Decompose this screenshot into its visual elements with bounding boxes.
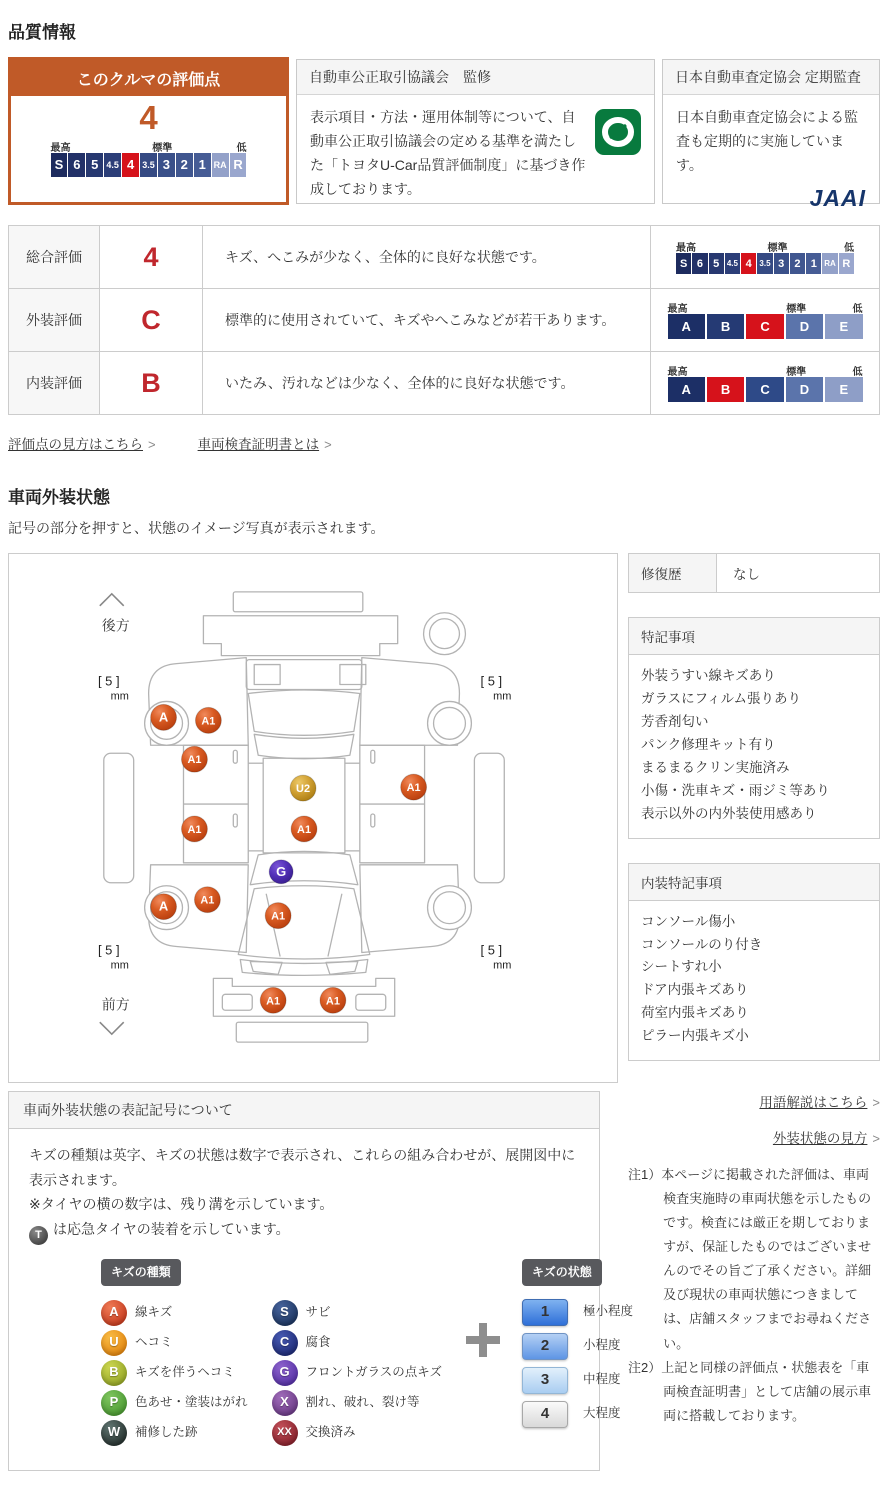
svg-text:A1: A1 — [187, 754, 202, 767]
scale-cell-2: 2 — [176, 153, 193, 177]
exterior-section-subtitle: 記号の部分を押すと、状態のイメージ写真が表示されます。 — [8, 520, 385, 536]
damage-state-button-icon: 1 — [522, 1299, 568, 1326]
damage-type-P — [101, 1390, 248, 1416]
list-item: パンク修理キット有り — [641, 736, 776, 752]
types-badge: キズの種類 — [101, 1259, 181, 1286]
scale-cell-R: R — [230, 153, 247, 177]
scale-cell-4: 4 — [741, 253, 756, 274]
list-item: 小傷・洗車キズ・雨ジミ等あり — [641, 782, 830, 798]
damage-type-ball-icon: U — [101, 1330, 127, 1356]
damage-states-list — [522, 1299, 633, 1428]
interior-notes-list — [629, 901, 879, 1061]
special-notes-header: 特記事項 — [629, 618, 879, 655]
row-grade: C — [100, 289, 203, 352]
chevron-right-icon: > — [324, 437, 332, 452]
damage-state-button-icon: 3 — [522, 1367, 568, 1394]
legend-desc-1: キズの種類は英字、キズの状態は数字で表示され、これらの組み合わせが、展開図中に表示されます。 — [29, 1147, 576, 1188]
table-row-interior — [9, 352, 880, 415]
scale-cell-6: 6 — [68, 153, 85, 177]
scale-cell-D: D — [786, 377, 823, 402]
scale-cell-4: 4 — [122, 153, 139, 177]
damage-type-label: サビ — [305, 1304, 331, 1319]
fair-trade-box-body — [297, 95, 654, 211]
fair-trade-box-header: 自動車公正取引協議会 監修 — [297, 60, 654, 95]
scale-cell-RA: RA — [212, 153, 229, 177]
list-item: 表示以外の内外装使用感あり — [641, 805, 817, 821]
svg-text:mm: mm — [110, 959, 129, 972]
damage-state-2 — [522, 1333, 633, 1360]
damage-type-label: 線キズ — [135, 1304, 173, 1319]
svg-text:mm: mm — [493, 690, 512, 703]
left-column — [8, 553, 634, 1471]
right-links — [628, 1091, 880, 1147]
list-item: コンソールのり付き — [641, 936, 763, 952]
damage-state-label: 中程度 — [583, 1372, 621, 1387]
scale-cell-A: A — [668, 314, 705, 339]
scale-label-standard: 標準 — [767, 243, 788, 254]
row-grade: 4 — [100, 226, 203, 289]
scale-cell-RA: RA — [822, 253, 837, 274]
interior-notes-box — [628, 863, 880, 1062]
list-item: ガラスにフィルム張りあり — [641, 690, 801, 706]
damage-type-ball-icon: B — [101, 1360, 127, 1386]
main-columns — [8, 553, 880, 1471]
jaai-logo: JAAI — [809, 185, 866, 212]
spare-tire-icon: T — [29, 1226, 48, 1245]
damage-type-label: フロントガラスの点キズ — [305, 1364, 443, 1379]
audit-box-body — [663, 95, 879, 229]
link-label: 外装状態の見方 — [772, 1131, 868, 1147]
scale-label-best: 最高 — [676, 243, 696, 254]
damage-type-ball-icon: XX — [272, 1420, 298, 1446]
row-description: 標準的に使用されていて、キズやへこみなどが若干あります。 — [203, 289, 651, 352]
rear-direction-chevron-icon — [100, 594, 124, 606]
table-row-exterior — [9, 289, 880, 352]
svg-text:A1: A1 — [297, 823, 312, 836]
damage-marker-a1-10[interactable] — [265, 903, 291, 929]
damage-state-3 — [522, 1367, 633, 1394]
scale-cell-C: C — [746, 377, 783, 402]
glossary-link[interactable] — [759, 1095, 880, 1110]
list-item: 外装うすい線キズあり — [641, 668, 776, 683]
list-item: 芳香剤匂い — [641, 713, 709, 729]
tire-depth-rear-left — [98, 674, 129, 703]
damage-type-G — [272, 1360, 443, 1386]
scale-cell-1: 1 — [806, 253, 821, 274]
svg-text:[ 5 ]: [ 5 ] — [97, 942, 120, 958]
damage-type-S — [272, 1300, 443, 1326]
fair-trade-box — [296, 59, 655, 204]
scale-cell-E: E — [825, 377, 862, 402]
fair-trade-text: 表示項目・方法・運用体制等について、自動車公正取引協議会の定める基準を満たした「トヨタU-Car品質評価制度」に基づき作成しております。 — [310, 109, 586, 198]
audit-text: 日本自動車査定協会による監査も定期的に実施しています。 — [676, 109, 858, 174]
scale-label-best: 最高 — [667, 367, 688, 378]
scale-cell-A: A — [668, 377, 705, 402]
scale-cell-R: R — [839, 253, 854, 274]
table-row-overall — [9, 226, 880, 289]
scale-label-low: 低 — [852, 304, 863, 315]
svg-text:G: G — [276, 863, 287, 879]
damage-type-XX — [272, 1420, 443, 1446]
scale-label-standard: 標準 — [786, 367, 807, 378]
scale-cell-5: 5 — [86, 153, 103, 177]
scale-label-best: 最高 — [667, 304, 688, 315]
fair-trade-logo-icon — [595, 109, 641, 162]
svg-text:A: A — [158, 709, 169, 725]
damage-type-ball-icon: W — [101, 1420, 127, 1446]
svg-text:U2: U2 — [296, 783, 311, 796]
damage-state-4 — [522, 1401, 633, 1428]
score-box — [8, 57, 289, 205]
repair-history-value: なし — [733, 567, 760, 582]
damage-types-list — [101, 1298, 442, 1448]
damage-state-label: 極小程度 — [583, 1304, 634, 1319]
legend-desc-2: ※タイヤの横の数字は、残り溝を示しています。 — [29, 1196, 334, 1212]
damage-type-X — [272, 1390, 443, 1416]
scale-cell-S: S — [51, 153, 68, 177]
damage-marker-a1-12[interactable] — [320, 987, 346, 1013]
list-item: まるまるクリン実施済み — [641, 759, 790, 775]
svg-text:[ 5 ]: [ 5 ] — [480, 673, 503, 689]
scale-label-low: 低 — [236, 142, 247, 154]
scale-cell-4.5: 4.5 — [104, 153, 121, 177]
damage-marker-a-9[interactable] — [151, 894, 177, 920]
scale-cell-3: 3 — [158, 153, 175, 177]
damage-type-C — [272, 1330, 443, 1356]
scale-cell-D: D — [786, 314, 823, 339]
plus-icon — [466, 1323, 500, 1357]
svg-text:A1: A1 — [187, 823, 202, 836]
scale-cell-C: C — [746, 314, 783, 339]
audit-box — [662, 59, 880, 212]
damage-state-button-icon: 2 — [522, 1333, 568, 1360]
damage-marker-a1-1[interactable] — [195, 707, 221, 733]
damage-type-B — [101, 1360, 248, 1386]
damage-marker-a1-4[interactable] — [401, 774, 427, 800]
special-notes-box — [628, 617, 880, 839]
damage-type-ball-icon: C — [272, 1330, 298, 1356]
svg-text:A1: A1 — [266, 995, 281, 1008]
scale-label-best: 最高 — [50, 142, 71, 154]
damage-state-1 — [522, 1299, 633, 1326]
row-label: 内装評価 — [9, 352, 100, 415]
top-row — [8, 57, 880, 212]
damage-type-U — [101, 1330, 248, 1356]
list-item: ピラー内張キズ小 — [641, 1028, 749, 1044]
damage-state-label: 小程度 — [583, 1338, 621, 1353]
scale-cell-4.5: 4.5 — [725, 253, 740, 274]
rating-guide-link[interactable] — [8, 433, 156, 453]
chevron-right-icon: > — [148, 437, 156, 452]
svg-text:A: A — [158, 898, 169, 914]
row-description: キズ、へこみが少なく、全体的に良好な状態です。 — [203, 226, 651, 289]
score-value: 4 — [139, 99, 158, 136]
score-scale-cells — [51, 153, 247, 177]
overall-scale — [676, 238, 854, 274]
svg-text:mm: mm — [110, 690, 129, 703]
damage-type-label: ヘコミ — [135, 1334, 173, 1349]
right-column — [628, 553, 880, 1428]
damage-type-label: 腐食 — [305, 1334, 331, 1349]
svg-text:A1: A1 — [201, 715, 216, 728]
chevron-right-icon: > — [872, 1131, 880, 1147]
audit-box-header: 日本自動車査定協会 定期監査 — [663, 60, 879, 95]
list-item: コンソール傷小 — [641, 913, 736, 929]
damage-type-ball-icon: X — [272, 1390, 298, 1416]
front-direction-chevron-icon — [100, 1022, 124, 1034]
tire-depth-front-right — [481, 942, 512, 971]
row-label: 総合評価 — [9, 226, 100, 289]
row-grade: B — [100, 352, 203, 415]
interior-notes-header: 内装特記事項 — [629, 864, 879, 901]
damage-state-label: 大程度 — [583, 1406, 621, 1421]
svg-text:[ 5 ]: [ 5 ] — [97, 673, 120, 689]
repair-history-label: 修復歴 — [629, 554, 717, 592]
scale-cell-3.5: 3.5 — [140, 153, 157, 177]
damage-type-A — [101, 1300, 248, 1326]
car-diagram-box — [8, 553, 618, 1083]
scale-cell-3: 3 — [774, 253, 789, 274]
damage-marker-a1-5[interactable] — [181, 816, 207, 842]
damage-type-ball-icon: G — [272, 1360, 298, 1386]
exterior-section-title: 車両外装状態 — [8, 488, 110, 507]
link-label: 車両検査証明書とは — [197, 437, 320, 452]
damage-state-button-icon: 4 — [522, 1401, 568, 1428]
exterior-guide-link[interactable] — [773, 1131, 880, 1146]
scale-cell-2: 2 — [790, 253, 805, 274]
page-title: 品質情報 — [8, 23, 76, 42]
links-row — [8, 433, 880, 453]
tire-depth-front-left — [98, 942, 129, 971]
link-label: 評価点の見方はこちら — [8, 437, 143, 452]
chevron-right-icon: > — [872, 1095, 880, 1111]
legend-content — [29, 1259, 634, 1448]
car-unfolded-diagram — [9, 554, 617, 1082]
damage-marker-a-0[interactable] — [151, 704, 177, 730]
damage-type-label: 割れ、破れ、裂け等 — [305, 1394, 420, 1409]
row-description: いたみ、汚れなどは少なく、全体的に良好な状態です。 — [203, 352, 651, 415]
legend-body — [9, 1129, 634, 1470]
legend-box — [8, 1091, 634, 1471]
rear-direction-label: 後方 — [101, 617, 130, 634]
svg-text:mm: mm — [493, 959, 512, 972]
damage-marker-a1-2[interactable] — [181, 746, 207, 772]
list-item: ドア内張キズあり — [641, 982, 749, 998]
damage-types-group — [101, 1259, 442, 1448]
damage-type-label: 色あせ・塗装はがれ — [135, 1394, 248, 1409]
svg-text:A1: A1 — [406, 782, 421, 795]
list-item: シートすれ小 — [641, 959, 722, 975]
damage-marker-layer — [151, 704, 427, 1013]
legend-header: 車両外装状態の表記記号について — [9, 1092, 599, 1129]
damage-states-group — [522, 1259, 633, 1448]
damage-type-label: 補修した跡 — [135, 1424, 198, 1439]
footnote-2: 注2）上記と同様の評価点・状態表を「車両検査証明書」として店舗の展示車両に搭載しております。 — [628, 1359, 872, 1423]
damage-type-ball-icon: P — [101, 1390, 127, 1416]
list-item: 荷室内張キズあり — [641, 1005, 749, 1021]
score-box-header: このクルマの評価点 — [11, 60, 286, 96]
evaluation-table — [8, 225, 880, 415]
front-direction-label: 前方 — [101, 996, 130, 1013]
scale-label-low: 低 — [844, 243, 854, 254]
legend-desc-3: T は応急タイヤの装着を示しています。 — [29, 1217, 579, 1245]
damage-marker-a1-8[interactable] — [194, 887, 220, 913]
tire-depth-rear-right — [481, 674, 512, 703]
damage-marker-g-7[interactable] — [269, 860, 293, 884]
scale-label-standard: 標準 — [786, 304, 807, 315]
scale-cell-6: 6 — [692, 253, 707, 274]
scale-cell-B: B — [707, 377, 744, 402]
scale-cell-E: E — [825, 314, 862, 339]
score-scale — [51, 138, 247, 177]
certificate-link[interactable] — [198, 433, 332, 453]
footnote-1: 注1）本ページに掲載された評価は、車両検査実施時の車両状態を示したものです。検査には厳正を期しておりますが、保証したものではございませんのでその旨ご了承ください。詳細及び現状の車両状態につきましては、店舗スタッフまでお尋ねください。 — [628, 1167, 872, 1351]
svg-text:A1: A1 — [200, 894, 215, 907]
interior-scale — [668, 362, 863, 402]
svg-text:[ 5 ]: [ 5 ] — [480, 942, 503, 958]
scale-label-low: 低 — [852, 367, 863, 378]
scale-cell-5: 5 — [709, 253, 724, 274]
damage-type-W — [101, 1420, 248, 1446]
scale-label-standard: 標準 — [152, 142, 173, 154]
scale-cell-B: B — [707, 314, 744, 339]
damage-marker-u2-3[interactable] — [290, 775, 316, 801]
damage-type-label: 交換済み — [305, 1424, 356, 1439]
states-badge: キズの状態 — [522, 1259, 602, 1286]
exterior-scale — [668, 299, 863, 339]
damage-marker-a1-11[interactable] — [260, 987, 286, 1013]
scale-cell-1: 1 — [194, 153, 211, 177]
damage-type-ball-icon: S — [272, 1300, 298, 1326]
scale-cell-3.5: 3.5 — [757, 253, 772, 274]
repair-history — [628, 553, 880, 593]
row-label: 外装評価 — [9, 289, 100, 352]
damage-type-label: キズを伴うヘコミ — [135, 1364, 235, 1379]
special-notes-list — [629, 655, 879, 838]
damage-marker-a1-6[interactable] — [291, 816, 317, 842]
footnotes — [628, 1163, 880, 1428]
svg-text:A1: A1 — [271, 910, 286, 923]
link-label: 用語解説はこちら — [759, 1095, 868, 1111]
scale-cell-S: S — [676, 253, 691, 274]
svg-text:A1: A1 — [325, 995, 340, 1008]
damage-type-ball-icon: A — [101, 1300, 127, 1326]
